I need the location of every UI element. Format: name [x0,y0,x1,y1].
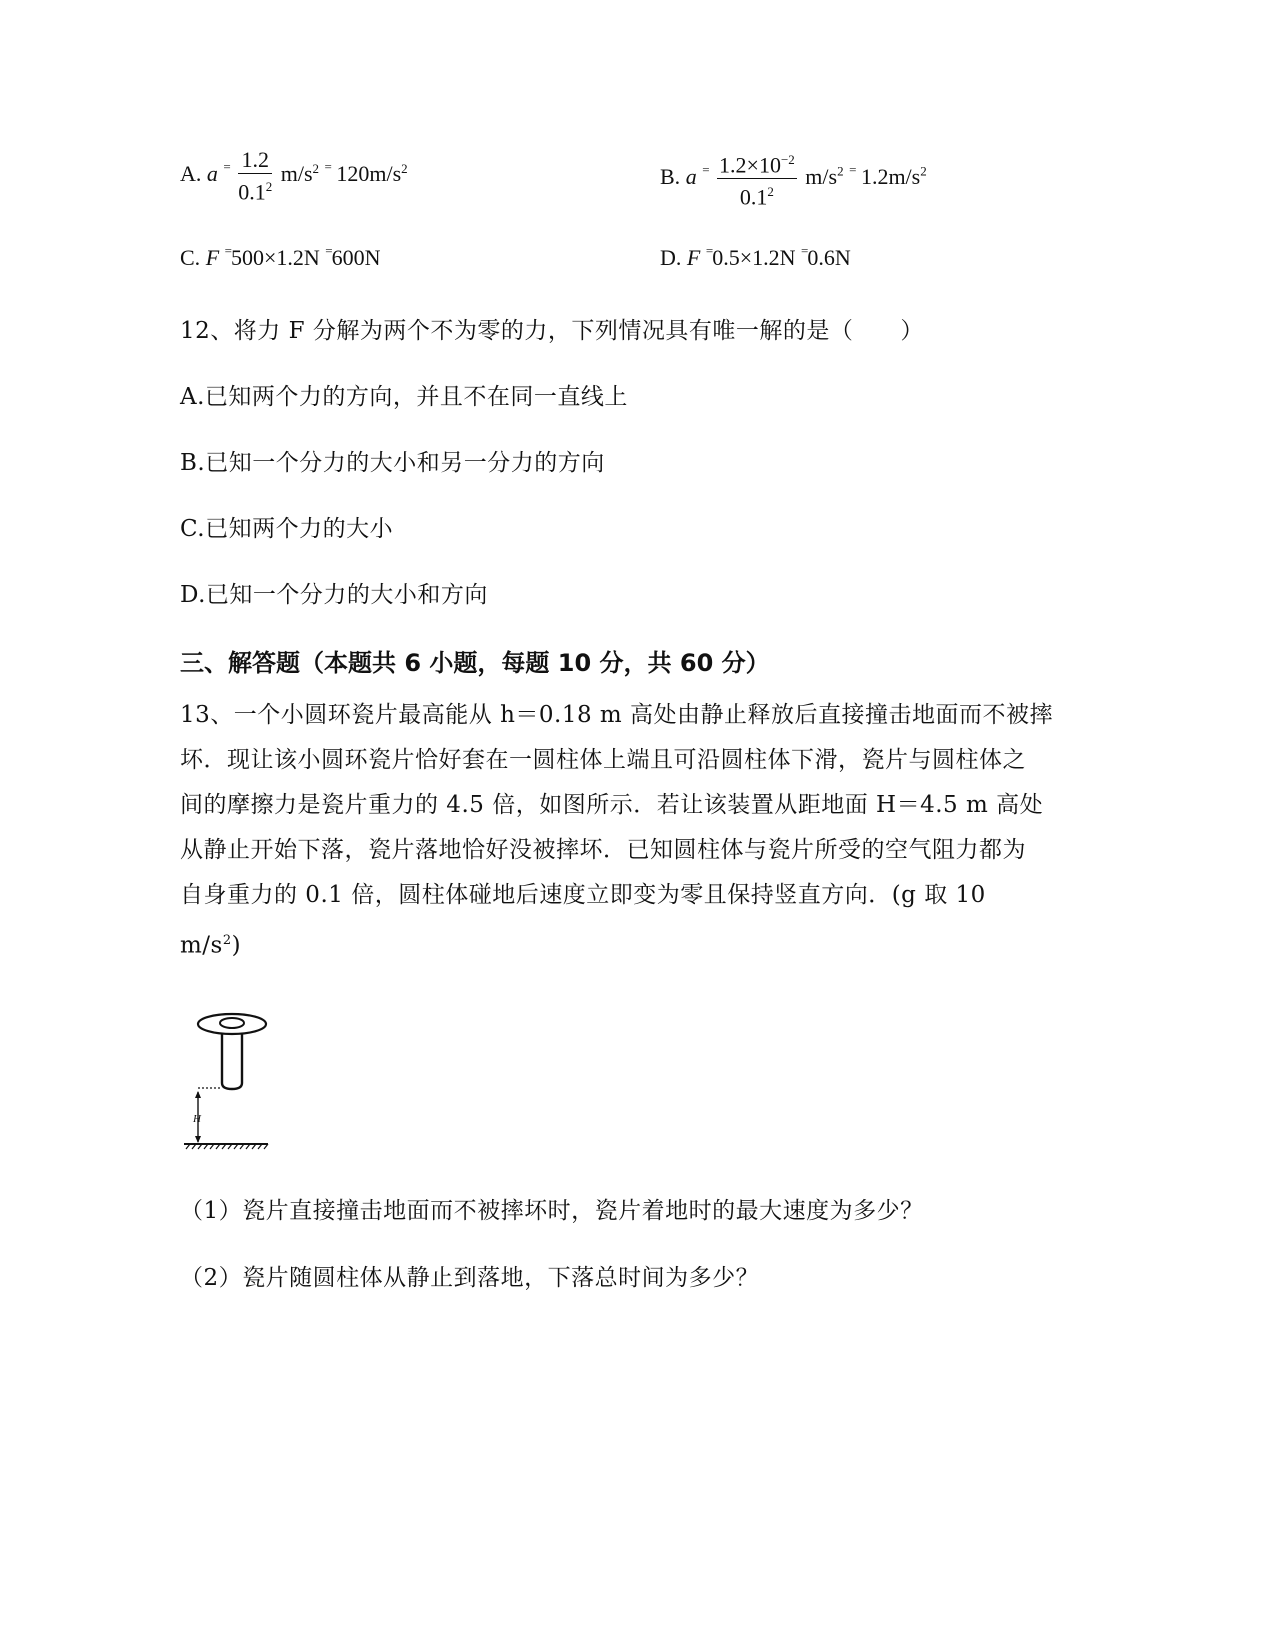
equals-sign: = [224,243,231,258]
result-exp: 2 [401,160,408,176]
q13-line-5: 自身重力的 0.1 倍，圆柱体碰地后速度立即变为零且保持竖直方向．(g 取 10 [180,882,986,908]
height-label: H [193,1113,201,1125]
expression: 0.5×1.2N [712,245,796,270]
denominator [238,174,272,205]
q11-option-d [660,245,851,271]
cylinder-body [222,1034,242,1089]
result-exp: 2 [920,163,927,179]
q12-option-a: A.已知两个力的方向，并且不在同一直线上 [180,384,628,410]
unit-close: ) [231,932,242,959]
variable: a [206,161,218,187]
result: 0.6N [807,245,851,270]
q11-option-c [180,245,381,271]
result: 120m/s [336,161,402,187]
option-label: C. [180,245,201,270]
variable: a [685,163,697,189]
q11-option-a [180,147,408,205]
num-exp: −2 [780,152,795,167]
num-base: 1.2×10 [719,152,781,178]
section-heading: 三、解答题（本题共 6 小题，每题 10 分，共 60 分） [180,649,770,677]
arrow-head-bottom [195,1136,201,1143]
arrow-head-top [195,1091,201,1098]
equals-sign-2: = [800,243,808,258]
result: 600N [331,245,381,270]
unit: m/s [280,161,313,187]
equals-sign-2: = [849,161,856,177]
option-label: D. [660,245,682,270]
den-exp: 2 [767,184,774,200]
equals-sign-2: = [325,243,332,258]
q12-option-d: D.已知一个分力的大小和方向 [180,582,488,608]
q12-option-b: B.已知一个分力的大小和另一分力的方向 [180,450,605,476]
denominator [717,179,797,210]
q12-stem: 12、将力 F 分解为两个不为零的力，下列情况具有唯一解的是（ ） [180,318,924,344]
equals-sign: = [702,161,709,177]
expression: 500×1.2N [230,245,320,270]
unit: m/s [180,932,223,959]
q13-paragraph [180,693,1060,969]
option-label: A. [180,161,202,187]
q11-option-b [660,147,927,211]
variable: F [686,245,701,270]
q13-line-6 [180,918,1060,969]
den-base: 0.1 [238,179,266,205]
q13-line-2: 坏．现让该小圆环瓷片恰好套在一圆柱体上端且可沿圆柱体下滑，瓷片与圆柱体之 [180,747,1026,773]
q12-option-c: C.已知两个力的大小 [180,516,394,542]
numerator: 1.2 [238,147,272,174]
equals-sign: = [705,243,713,258]
den-base: 0.1 [739,184,768,210]
variable: F [205,245,220,270]
equals-sign: = [223,159,230,175]
result: 1.2m/s [860,163,921,189]
den-exp: 2 [265,179,273,194]
fraction [238,147,272,205]
q13-line-1: 13、一个小圆环瓷片最高能从 h＝0.18 m 高处由静止释放后直接撞击地面而不被摔 [180,702,1054,728]
option-label: B. [660,163,681,189]
q13-sub-1: （1）瓷片直接撞击地面而不被摔坏时，瓷片着地时的最大速度为多少？ [180,1198,924,1224]
unit-exp: 2 [222,933,232,948]
cylinder-ring-figure [180,1005,280,1155]
unit-exp: 2 [312,160,320,176]
q13-line-3: 间的摩擦力是瓷片重力的 4.5 倍，如图所示．若让该装置从距地面 H＝4.5 m 高处 [180,792,1044,818]
ring-inner [220,1018,244,1028]
q13-sub-2: （2）瓷片随圆柱体从静止到落地，下落总时间为多少？ [180,1265,760,1291]
equals-sign-2: = [324,159,331,175]
fraction [717,147,797,211]
unit-exp: 2 [837,163,844,179]
unit: m/s [805,163,838,189]
q13-line-4: 从静止开始下落，瓷片落地恰好没被摔坏．已知圆柱体与瓷片所受的空气阻力都为 [180,837,1026,863]
numerator [717,147,797,179]
